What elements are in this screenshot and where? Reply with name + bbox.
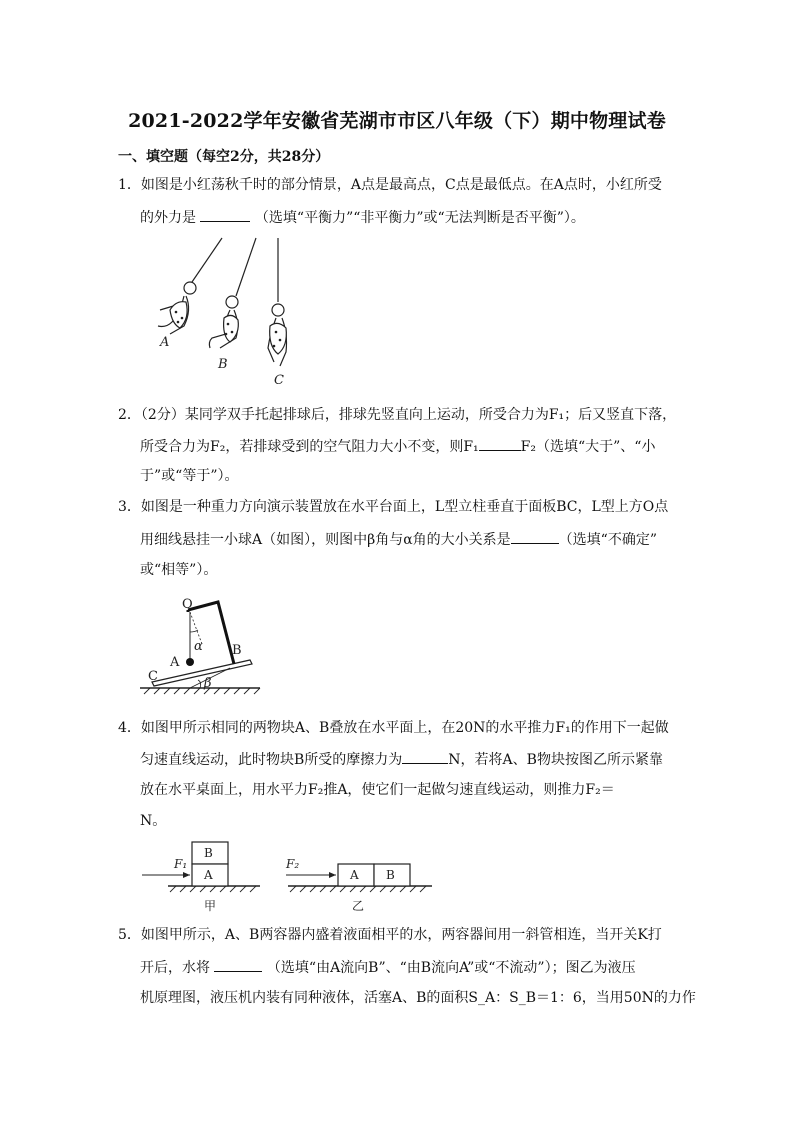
q5-line2: 开后，水将 （选填“由A流向B”、“由B流向A”或“不流动”）；图乙为液压: [140, 957, 636, 978]
q4-line4: N。: [140, 813, 167, 829]
section-heading: 一、填空题（每空2分，共28分）: [118, 149, 330, 165]
block-label-b-yi: B: [386, 868, 395, 882]
figure-label-yi: 乙: [352, 899, 365, 913]
device-label-beta: β: [204, 676, 212, 691]
swing-label-a: A: [160, 335, 170, 350]
q3-answer-blank: [511, 529, 559, 544]
q5-line3: 机原理图，液压机内装有同种液体，活塞A、B的面积S_A：S_B＝1：6，当用50N的力作: [140, 990, 696, 1006]
q1-answer-blank: [200, 207, 250, 222]
q3-line2: 用细线悬挂一小球A（如图），则图中β角与α角的大小关系是 （选填“不确定”: [140, 529, 657, 550]
q1-line2: 的外力是 （选填“平衡力”“非平衡力”或“无法判断是否平衡”）。: [140, 207, 585, 228]
device-label-o: O: [182, 597, 193, 612]
q5-answer-blank: [214, 957, 262, 972]
device-label-a: A: [170, 655, 180, 670]
force-label-f1: F₁: [174, 857, 188, 871]
q3-number: 3．: [118, 499, 141, 515]
q3-line3: 或“相等”）。: [140, 562, 218, 578]
device-label-c: C: [148, 669, 158, 684]
device-label-alpha: α: [194, 639, 203, 654]
block-label-a: A: [204, 868, 213, 882]
swing-label-b: B: [218, 357, 228, 372]
q4-number: 4．: [118, 720, 141, 736]
blocks-figure: [140, 840, 440, 912]
q2-answer-blank: [479, 436, 521, 451]
q4-line3: 放在水平桌面上，用水平力F₂推A，使它们一起做匀速直线运动，则推力F₂＝: [140, 782, 615, 798]
gravity-direction-device-figure: [140, 598, 270, 698]
q3-line1: 3．如图是一种重力方向演示装置放在水平台面上，L型立柱垂直于面板BC，L型上方O点: [118, 499, 669, 515]
q5-line1: 5．如图甲所示，A、B两容器内盛着液面相平的水，两容器间用一斜管相连，当开关K打: [118, 927, 662, 943]
q5-number: 5．: [118, 927, 141, 943]
force-label-f2: F₂: [286, 857, 300, 871]
q2-line1: 2．（2分）某同学双手托起排球后，排球先竖直向上运动，所受合力为F₁；后又竖直下落，: [118, 407, 677, 423]
page-title: 2021-2022学年安徽省芜湖市市区八年级（下）期中物理试卷: [128, 110, 666, 132]
q2-number: 2．: [118, 407, 141, 423]
q1-number: 1．: [118, 177, 141, 193]
figure-label-jia: 甲: [204, 899, 217, 913]
q4-line1: 4．如图甲所示相同的两物块A、B叠放在水平面上，在20N的水平推力F₁的作用下一起做: [118, 720, 669, 736]
device-label-b: B: [232, 643, 242, 658]
swing-figure: [140, 238, 300, 388]
swing-label-c: C: [274, 373, 284, 388]
q4-answer-blank-1: [402, 749, 448, 764]
q4-line2: 匀速直线运动，此时物块B所受的摩擦力为 N，若将A、B物块按图乙所示紧靠: [140, 749, 663, 770]
block-label-b: B: [204, 846, 213, 860]
q2-line3: 于”或“等于”）。: [140, 468, 239, 484]
q1-line1: 1．如图是小红荡秋千时的部分情景，A点是最高点，C点是最低点。在A点时，小红所受: [118, 177, 662, 193]
block-label-a-yi: A: [350, 868, 359, 882]
q2-line2: 所受合力为F₂，若排球受到的空气阻力大小不变，则F₁ F₂（选填“大于”、“小: [140, 436, 655, 457]
